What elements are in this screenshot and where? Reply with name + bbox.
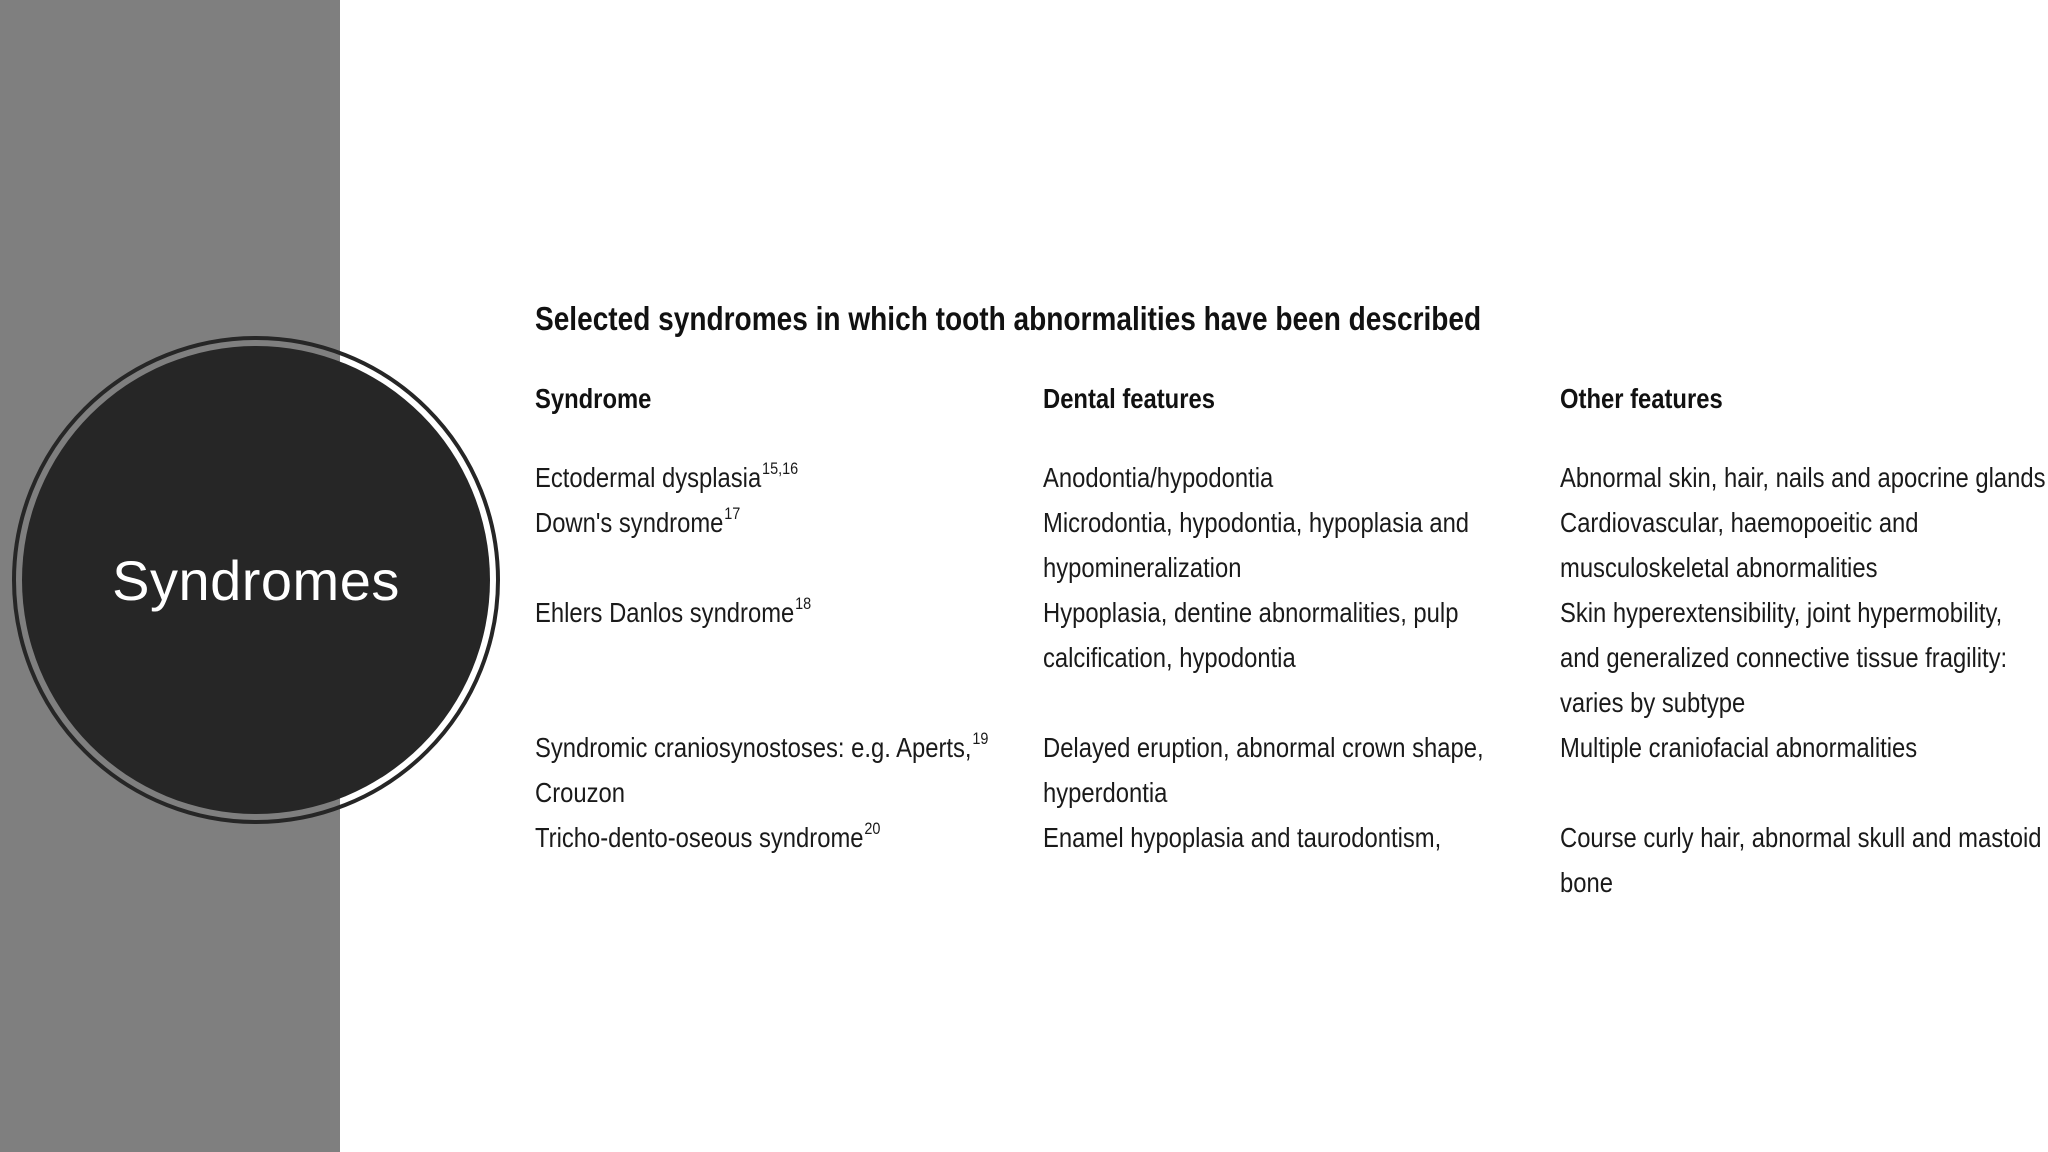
table-cell-other: Multiple craniofacial abnormalities xyxy=(1560,732,1918,763)
table-cell-dental: Microdontia, hypodontia, hypoplasia and xyxy=(1043,507,1470,538)
column-header-syndrome: Syndrome xyxy=(535,383,652,414)
table-cell-other: varies by subtype xyxy=(1560,687,1746,718)
table-cell-syndrome: Down's syndrome$^{17}$ xyxy=(535,504,741,538)
title-circle xyxy=(22,346,490,814)
table-cell-other: Skin hyperextensibility, joint hypermobility, xyxy=(1560,597,2003,628)
table-cell-dental: Delayed eruption, abnormal crown shape, xyxy=(1043,732,1484,763)
table-cell-dental: Enamel hypoplasia and taurodontism, xyxy=(1043,822,1442,853)
slide-title: Syndromes xyxy=(112,548,400,612)
table-cell-other: bone xyxy=(1560,867,1613,898)
column-header-other-features: Other features xyxy=(1560,383,1723,414)
table-title: Selected syndromes in which tooth abnormalities have been described xyxy=(535,300,1482,337)
table-cell-syndrome: Tricho-dento-oseous syndrome$^{20}$ xyxy=(535,819,881,853)
table-cell-dental: Anodontia/hypodontia xyxy=(1043,462,1274,493)
table-cell-other: musculoskeletal abnormalities xyxy=(1560,552,1878,583)
table-cell-other: and generalized connective tissue fragility: xyxy=(1560,642,2008,673)
table-cell-other: Cardiovascular, haemopoeitic and xyxy=(1560,507,1919,538)
column-header-dental-features: Dental features xyxy=(1043,383,1215,414)
table-cell-syndrome: Crouzon xyxy=(535,777,625,808)
table-cell-dental: calcification, hypodontia xyxy=(1043,642,1296,673)
table-cell-dental: hypomineralization xyxy=(1043,552,1242,583)
table-cell-other: Course curly hair, abnormal skull and mastoid xyxy=(1560,822,2042,853)
table-cell-dental: hyperdontia xyxy=(1043,777,1168,808)
table-cell-dental: Hypoplasia, dentine abnormalities, pulp xyxy=(1043,597,1459,628)
table-cell-syndrome: Ehlers Danlos syndrome$^{18}$ xyxy=(535,594,812,628)
table-cell-syndrome: Syndromic craniosynostoses: e.g. Aperts,$^{19}$ xyxy=(535,729,989,763)
table-cell-other: Abnormal skin, hair, nails and apocrine glands xyxy=(1560,462,2046,493)
table-cell-syndrome: Ectodermal dysplasia$^{15,16}$ xyxy=(535,459,799,493)
table-image xyxy=(535,300,2046,940)
